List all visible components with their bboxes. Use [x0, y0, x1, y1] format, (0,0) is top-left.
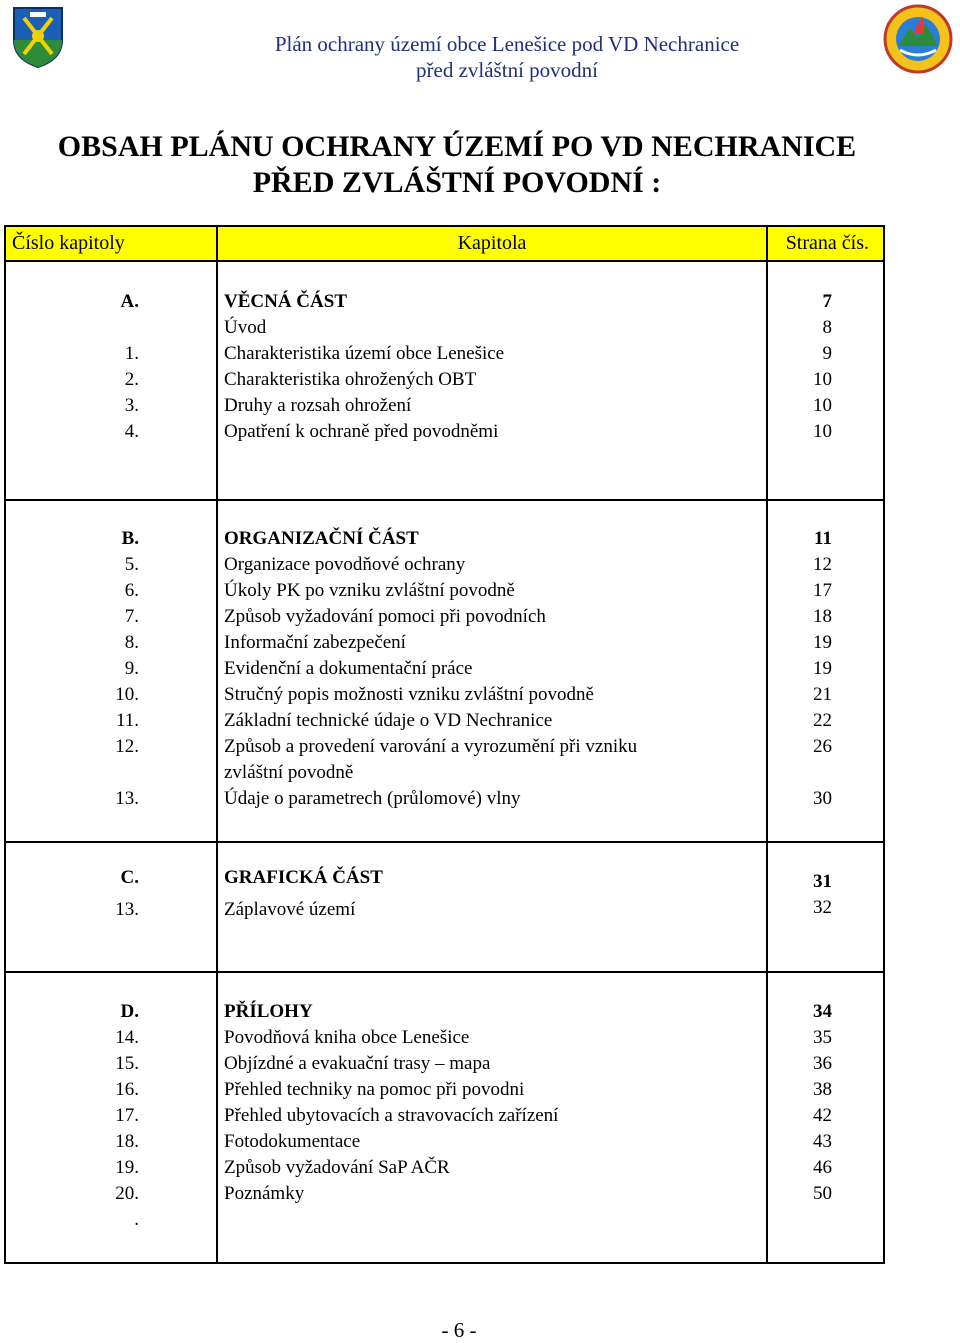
toc-row [6, 865, 883, 891]
chapter-title: Úkoly PK po vzniku zvláštní povodně [224, 580, 515, 601]
page-ref: 38 [813, 1079, 832, 1100]
page-ref: 18 [813, 606, 832, 627]
chapter-title: ORGANIZAČNÍ ČÁST [224, 528, 419, 549]
page-ref: 10 [813, 395, 832, 416]
chapter-title: Úvod [224, 317, 267, 338]
section-divider [6, 971, 883, 973]
chapter-number: 20. [115, 1183, 139, 1204]
chapter-number: D. [120, 1001, 139, 1022]
toc-row [6, 786, 883, 812]
page-ref: 10 [813, 369, 832, 390]
toc-row [6, 708, 883, 734]
chapter-number: 6. [124, 580, 139, 601]
chapter-number: 9. [124, 658, 139, 679]
page-ref: 21 [813, 684, 832, 705]
toc-row [6, 393, 883, 419]
toc-row [6, 1155, 883, 1181]
chapter-title: Způsob a provedení varování a vyrozumění při vzniku [224, 736, 638, 757]
chapter-number: 10. [115, 684, 139, 705]
page-ref: 7 [822, 291, 832, 312]
header-subtitle: před zvláštní povodní [416, 58, 598, 82]
chapter-number: 2. [124, 369, 139, 390]
chapter-number: 14. [115, 1027, 139, 1048]
page-ref: 10 [813, 421, 832, 442]
toc-row [6, 552, 883, 578]
page-ref: 46 [813, 1157, 832, 1178]
header-chapter: Kapitola [457, 232, 527, 254]
page-number: - 6 - [441, 1318, 477, 1342]
toc-row [6, 526, 883, 552]
chapter-title: Objízdné a evakuační trasy – mapa [224, 1053, 491, 1074]
page-ref: 36 [813, 1053, 832, 1074]
toc-row [6, 760, 883, 786]
section-divider [6, 499, 883, 501]
chapter-title: Způsob vyžadování pomoci při povodních [224, 606, 546, 627]
document-title-line2: PŘED ZVLÁŠTNÍ POVODNÍ : [252, 166, 662, 199]
page-ref: 22 [813, 710, 832, 731]
chapter-number: 13. [115, 788, 139, 809]
toc-row [6, 1051, 883, 1077]
page-ref: 43 [813, 1131, 832, 1152]
page-ref: 11 [814, 528, 832, 549]
toc-row [6, 419, 883, 445]
page-ref: 42 [813, 1105, 832, 1126]
chapter-title: Povodňová kniha obce Lenešice [224, 1027, 470, 1048]
page-ref: 19 [813, 658, 832, 679]
chapter-title: GRAFICKÁ ČÁST [224, 867, 383, 888]
chapter-title: Charakteristika ohrožených OBT [224, 369, 477, 390]
chapter-number: 17. [115, 1105, 139, 1126]
chapter-title: Záplavové území [224, 899, 356, 920]
header-chapter-number: Číslo kapitoly [12, 232, 125, 254]
chapter-number: B. [121, 528, 139, 549]
chapter-title: Charakteristika území obce Lenešice [224, 343, 505, 364]
header-page-number: Strana čís. [785, 232, 869, 254]
toc-row [6, 1129, 883, 1155]
toc-row [6, 682, 883, 708]
table-header-row [6, 227, 883, 262]
document-title-line1: OBSAH PLÁNU OCHRANY ÚZEMÍ PO VD NECHRANICE [57, 130, 857, 163]
chapter-title: Fotodokumentace [224, 1131, 361, 1152]
page-ref: 32 [813, 897, 832, 918]
toc-row [6, 315, 883, 341]
chapter-title: Způsob vyžadování SaP AČR [224, 1157, 450, 1178]
toc-row [6, 578, 883, 604]
chapter-number: 8. [124, 632, 139, 653]
chapter-number: 11. [115, 710, 139, 731]
toc-row [6, 1181, 883, 1207]
toc-row [6, 656, 883, 682]
section-divider [6, 841, 883, 843]
chapter-number: 18. [115, 1131, 139, 1152]
toc-row [6, 734, 883, 760]
chapter-number: . [134, 1209, 139, 1230]
chapter-number: 19. [115, 1157, 139, 1178]
toc-row [6, 289, 883, 315]
chapter-title: Přehled ubytovacích a stravovacích zařízení [224, 1105, 559, 1126]
toc-row [6, 630, 883, 656]
toc-row [6, 1207, 883, 1233]
chapter-title: Opatření k ochraně před povodněmi [224, 421, 499, 442]
chapter-number: A. [120, 291, 139, 312]
page-ref: 8 [822, 317, 832, 338]
toc-row [6, 999, 883, 1025]
toc-row [6, 1025, 883, 1051]
toc-row [6, 341, 883, 367]
chapter-number: 13. [115, 899, 139, 920]
chapter-number: C. [120, 867, 139, 888]
chapter-title: Stručný popis možnosti vzniku zvláštní povodně [224, 684, 594, 705]
page-ref: 19 [813, 632, 832, 653]
chapter-number: 16. [115, 1079, 139, 1100]
chapter-title: zvláštní povodně [224, 762, 354, 783]
header-title: Plán ochrany území obce Lenešice pod VD Nechranice [274, 32, 740, 56]
chapter-title: Poznámky [224, 1183, 305, 1204]
chapter-number: 5. [124, 554, 139, 575]
toc-row [6, 1103, 883, 1129]
page-ref: 30 [813, 788, 832, 809]
page-ref: 34 [813, 1001, 832, 1022]
chapter-number: 12. [115, 736, 139, 757]
chapter-title: VĚCNÁ ČÁST [224, 291, 347, 312]
table-of-contents [4, 225, 885, 1264]
page-ref: 12 [813, 554, 832, 575]
chapter-title: Základní technické údaje o VD Nechranice [224, 710, 553, 731]
page-ref: 35 [813, 1027, 832, 1048]
chapter-title: Údaje o parametrech (průlomové) vlny [224, 788, 521, 809]
chapter-title: Evidenční a dokumentační práce [224, 658, 473, 679]
chapter-number: 15. [115, 1053, 139, 1074]
page-ref: 50 [813, 1183, 832, 1204]
toc-row [6, 367, 883, 393]
page-ref: 26 [813, 736, 832, 757]
chapter-title: Organizace povodňové ochrany [224, 554, 466, 575]
chapter-title: Přehled techniky na pomoc při povodni [224, 1079, 525, 1100]
page-ref: 31 [813, 871, 832, 892]
chapter-title: Druhy a rozsah ohrožení [224, 395, 412, 416]
toc-row [6, 604, 883, 630]
toc-row [6, 1077, 883, 1103]
page-ref: 17 [813, 580, 832, 601]
chapter-title: PŘÍLOHY [224, 1001, 313, 1022]
page-ref: 9 [822, 343, 832, 364]
chapter-number: 7. [124, 606, 139, 627]
chapter-number: 4. [124, 421, 139, 442]
chapter-title: Informační zabezpečení [224, 632, 406, 653]
chapter-number: 1. [124, 343, 139, 364]
chapter-number: 3. [124, 395, 139, 416]
toc-row [6, 897, 883, 923]
